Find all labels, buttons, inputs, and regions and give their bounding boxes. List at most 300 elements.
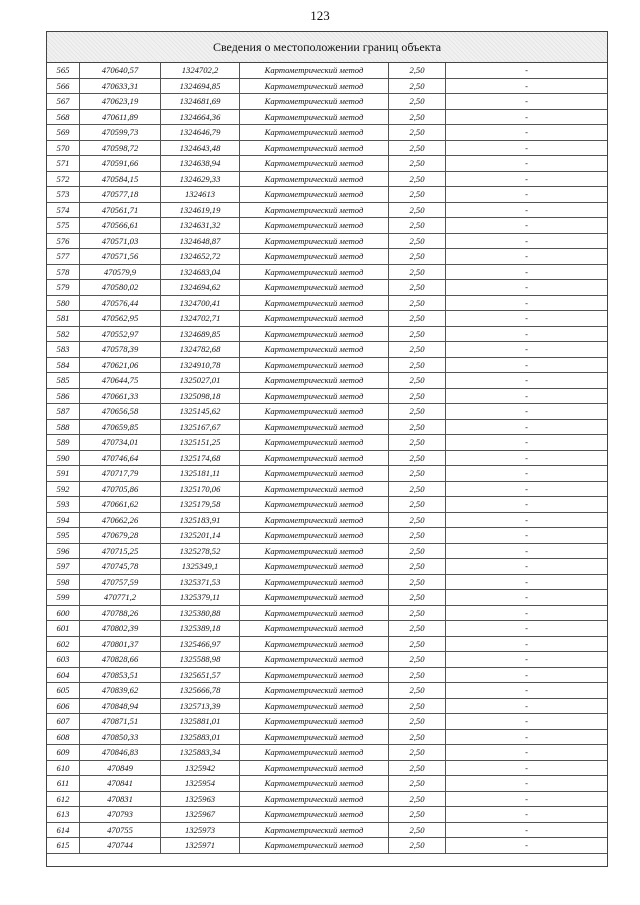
- point-number-cell: 609: [47, 745, 80, 761]
- description-cell: -: [446, 543, 608, 559]
- accuracy-cell: 2,50: [389, 419, 446, 435]
- point-number-cell: 594: [47, 512, 80, 528]
- method-cell: Картометрический метод: [240, 776, 389, 792]
- point-number-cell: 575: [47, 218, 80, 234]
- y-coordinate-cell: 1325379,11: [161, 590, 240, 606]
- point-number-cell: 572: [47, 171, 80, 187]
- x-coordinate-cell: 470659,85: [80, 419, 161, 435]
- y-coordinate-cell: 1325098,18: [161, 388, 240, 404]
- description-cell: -: [446, 171, 608, 187]
- point-number-cell: 607: [47, 714, 80, 730]
- table-row: [47, 636, 607, 652]
- table-row: [47, 543, 607, 559]
- method-cell: Картометрический метод: [240, 419, 389, 435]
- description-cell: -: [446, 264, 608, 280]
- description-cell: -: [446, 109, 608, 125]
- point-number-cell: 610: [47, 760, 80, 776]
- point-number-cell: 612: [47, 791, 80, 807]
- x-coordinate-cell: 470871,51: [80, 714, 161, 730]
- method-cell: Картометрический метод: [240, 202, 389, 218]
- accuracy-cell: 2,50: [389, 249, 446, 265]
- accuracy-cell: 2,50: [389, 512, 446, 528]
- description-cell: -: [446, 590, 608, 606]
- y-coordinate-cell: 1325954: [161, 776, 240, 792]
- y-coordinate-cell: 1325713,39: [161, 698, 240, 714]
- accuracy-cell: 2,50: [389, 822, 446, 838]
- y-coordinate-cell: 1325380,88: [161, 605, 240, 621]
- point-number-cell: 585: [47, 373, 80, 389]
- table-row: [47, 605, 607, 621]
- y-coordinate-cell: 1324664,36: [161, 109, 240, 125]
- x-coordinate-cell: 470566,61: [80, 218, 161, 234]
- method-cell: Картометрический метод: [240, 698, 389, 714]
- boundary-points-body: [47, 63, 607, 853]
- y-coordinate-cell: 1324702,2: [161, 63, 240, 78]
- table-row: [47, 326, 607, 342]
- accuracy-cell: 2,50: [389, 698, 446, 714]
- accuracy-cell: 2,50: [389, 714, 446, 730]
- method-cell: Картометрический метод: [240, 326, 389, 342]
- y-coordinate-cell: 1325278,52: [161, 543, 240, 559]
- table-row: [47, 187, 607, 203]
- x-coordinate-cell: 470745,78: [80, 559, 161, 575]
- y-coordinate-cell: 1325179,58: [161, 497, 240, 513]
- description-cell: -: [446, 636, 608, 652]
- x-coordinate-cell: 470591,66: [80, 156, 161, 172]
- table-row: [47, 264, 607, 280]
- y-coordinate-cell: 1325174,68: [161, 450, 240, 466]
- x-coordinate-cell: 470656,58: [80, 404, 161, 420]
- description-cell: -: [446, 187, 608, 203]
- x-coordinate-cell: 470584,15: [80, 171, 161, 187]
- point-number-cell: 602: [47, 636, 80, 652]
- y-coordinate-cell: 1325883,01: [161, 729, 240, 745]
- method-cell: Картометрический метод: [240, 497, 389, 513]
- point-number-cell: 571: [47, 156, 80, 172]
- x-coordinate-cell: 470755: [80, 822, 161, 838]
- table-row: [47, 63, 607, 78]
- method-cell: Картометрический метод: [240, 791, 389, 807]
- accuracy-cell: 2,50: [389, 171, 446, 187]
- table-row: [47, 497, 607, 513]
- x-coordinate-cell: 470734,01: [80, 435, 161, 451]
- x-coordinate-cell: 470853,51: [80, 667, 161, 683]
- boundary-points-table: [47, 63, 607, 854]
- accuracy-cell: 2,50: [389, 574, 446, 590]
- description-cell: -: [446, 125, 608, 141]
- description-cell: -: [446, 729, 608, 745]
- accuracy-cell: 2,50: [389, 233, 446, 249]
- point-number-cell: 589: [47, 435, 80, 451]
- y-coordinate-cell: 1324646,79: [161, 125, 240, 141]
- description-cell: -: [446, 249, 608, 265]
- accuracy-cell: 2,50: [389, 187, 446, 203]
- x-coordinate-cell: 470705,86: [80, 481, 161, 497]
- accuracy-cell: 2,50: [389, 621, 446, 637]
- x-coordinate-cell: 470662,26: [80, 512, 161, 528]
- x-coordinate-cell: 470571,56: [80, 249, 161, 265]
- accuracy-cell: 2,50: [389, 78, 446, 94]
- x-coordinate-cell: 470850,33: [80, 729, 161, 745]
- page-number: 123: [310, 8, 330, 23]
- x-coordinate-cell: 470831: [80, 791, 161, 807]
- y-coordinate-cell: 1324694,85: [161, 78, 240, 94]
- point-number-cell: 566: [47, 78, 80, 94]
- method-cell: Картометрический метод: [240, 388, 389, 404]
- table-row: [47, 249, 607, 265]
- table-row: [47, 404, 607, 420]
- x-coordinate-cell: 470828,66: [80, 652, 161, 668]
- y-coordinate-cell: 1325971: [161, 838, 240, 854]
- table-row: [47, 807, 607, 823]
- x-coordinate-cell: 470623,19: [80, 94, 161, 110]
- x-coordinate-cell: 470561,71: [80, 202, 161, 218]
- method-cell: Картометрический метод: [240, 218, 389, 234]
- description-cell: -: [446, 218, 608, 234]
- accuracy-cell: 2,50: [389, 791, 446, 807]
- table-row: [47, 528, 607, 544]
- x-coordinate-cell: 470598,72: [80, 140, 161, 156]
- table-row: [47, 683, 607, 699]
- description-cell: -: [446, 63, 608, 78]
- point-number-cell: 583: [47, 342, 80, 358]
- description-cell: -: [446, 574, 608, 590]
- method-cell: Картометрический метод: [240, 280, 389, 296]
- y-coordinate-cell: 1325883,34: [161, 745, 240, 761]
- y-coordinate-cell: 1324613: [161, 187, 240, 203]
- description-cell: -: [446, 78, 608, 94]
- y-coordinate-cell: 1325651,57: [161, 667, 240, 683]
- point-number-cell: 590: [47, 450, 80, 466]
- description-cell: -: [446, 776, 608, 792]
- accuracy-cell: 2,50: [389, 729, 446, 745]
- method-cell: Картометрический метод: [240, 109, 389, 125]
- method-cell: Картометрический метод: [240, 63, 389, 78]
- point-number-cell: 608: [47, 729, 80, 745]
- x-coordinate-cell: 470644,75: [80, 373, 161, 389]
- method-cell: Картометрический метод: [240, 295, 389, 311]
- table-row: [47, 729, 607, 745]
- point-number-cell: 568: [47, 109, 80, 125]
- description-cell: -: [446, 295, 608, 311]
- y-coordinate-cell: 1325151,25: [161, 435, 240, 451]
- accuracy-cell: 2,50: [389, 388, 446, 404]
- accuracy-cell: 2,50: [389, 125, 446, 141]
- y-coordinate-cell: 1325973: [161, 822, 240, 838]
- description-cell: -: [446, 807, 608, 823]
- table-row: [47, 698, 607, 714]
- x-coordinate-cell: 470621,06: [80, 357, 161, 373]
- method-cell: Картометрический метод: [240, 357, 389, 373]
- table-row: [47, 125, 607, 141]
- point-number-cell: 570: [47, 140, 80, 156]
- y-coordinate-cell: 1325371,53: [161, 574, 240, 590]
- point-number-cell: 598: [47, 574, 80, 590]
- accuracy-cell: 2,50: [389, 838, 446, 854]
- method-cell: Картометрический метод: [240, 714, 389, 730]
- point-number-cell: 588: [47, 419, 80, 435]
- point-number-cell: 581: [47, 311, 80, 327]
- description-cell: -: [446, 140, 608, 156]
- description-cell: -: [446, 698, 608, 714]
- point-number-cell: 604: [47, 667, 80, 683]
- point-number-cell: 614: [47, 822, 80, 838]
- x-coordinate-cell: 470661,33: [80, 388, 161, 404]
- method-cell: Картометрический метод: [240, 466, 389, 482]
- point-number-cell: 586: [47, 388, 80, 404]
- accuracy-cell: 2,50: [389, 559, 446, 575]
- table-row: [47, 140, 607, 156]
- method-cell: Картометрический метод: [240, 636, 389, 652]
- x-coordinate-cell: 470576,44: [80, 295, 161, 311]
- description-cell: -: [446, 559, 608, 575]
- point-number-cell: 579: [47, 280, 80, 296]
- description-cell: -: [446, 714, 608, 730]
- table-row: [47, 714, 607, 730]
- x-coordinate-cell: 470571,03: [80, 233, 161, 249]
- y-coordinate-cell: 1324683,04: [161, 264, 240, 280]
- method-cell: Картометрический метод: [240, 729, 389, 745]
- y-coordinate-cell: 1325389,18: [161, 621, 240, 637]
- x-coordinate-cell: 470717,79: [80, 466, 161, 482]
- point-number-cell: 574: [47, 202, 80, 218]
- accuracy-cell: 2,50: [389, 543, 446, 559]
- y-coordinate-cell: 1325963: [161, 791, 240, 807]
- table-row: [47, 171, 607, 187]
- method-cell: Картометрический метод: [240, 683, 389, 699]
- y-coordinate-cell: 1325881,01: [161, 714, 240, 730]
- accuracy-cell: 2,50: [389, 776, 446, 792]
- x-coordinate-cell: 470577,18: [80, 187, 161, 203]
- x-coordinate-cell: 470633,31: [80, 78, 161, 94]
- point-number-cell: 584: [47, 357, 80, 373]
- y-coordinate-cell: 1325942: [161, 760, 240, 776]
- point-number-cell: 587: [47, 404, 80, 420]
- method-cell: Картометрический метод: [240, 373, 389, 389]
- accuracy-cell: 2,50: [389, 497, 446, 513]
- point-number-cell: 615: [47, 838, 80, 854]
- point-number-cell: 580: [47, 295, 80, 311]
- table-row: [47, 202, 607, 218]
- table-row: [47, 590, 607, 606]
- point-number-cell: 611: [47, 776, 80, 792]
- y-coordinate-cell: 1324681,69: [161, 94, 240, 110]
- y-coordinate-cell: 1324619,19: [161, 202, 240, 218]
- point-number-cell: 578: [47, 264, 80, 280]
- boundary-table-frame: [46, 31, 608, 867]
- x-coordinate-cell: 470640,57: [80, 63, 161, 78]
- accuracy-cell: 2,50: [389, 605, 446, 621]
- accuracy-cell: 2,50: [389, 63, 446, 78]
- description-cell: -: [446, 481, 608, 497]
- method-cell: Картометрический метод: [240, 78, 389, 94]
- description-cell: -: [446, 512, 608, 528]
- description-cell: -: [446, 528, 608, 544]
- accuracy-cell: 2,50: [389, 218, 446, 234]
- point-number-cell: 582: [47, 326, 80, 342]
- description-cell: -: [446, 373, 608, 389]
- y-coordinate-cell: 1325145,62: [161, 404, 240, 420]
- y-coordinate-cell: 1325181,11: [161, 466, 240, 482]
- description-cell: -: [446, 419, 608, 435]
- y-coordinate-cell: 1325170,06: [161, 481, 240, 497]
- method-cell: Картометрический метод: [240, 249, 389, 265]
- accuracy-cell: 2,50: [389, 326, 446, 342]
- y-coordinate-cell: 1324629,33: [161, 171, 240, 187]
- point-number-cell: 569: [47, 125, 80, 141]
- accuracy-cell: 2,50: [389, 745, 446, 761]
- x-coordinate-cell: 470679,28: [80, 528, 161, 544]
- accuracy-cell: 2,50: [389, 357, 446, 373]
- accuracy-cell: 2,50: [389, 373, 446, 389]
- point-number-cell: 597: [47, 559, 80, 575]
- y-coordinate-cell: 1324631,32: [161, 218, 240, 234]
- method-cell: Картометрический метод: [240, 621, 389, 637]
- y-coordinate-cell: 1324910,78: [161, 357, 240, 373]
- x-coordinate-cell: 470757,59: [80, 574, 161, 590]
- table-row: [47, 838, 607, 854]
- x-coordinate-cell: 470611,89: [80, 109, 161, 125]
- x-coordinate-cell: 470793: [80, 807, 161, 823]
- point-number-cell: 573: [47, 187, 80, 203]
- point-number-cell: 576: [47, 233, 80, 249]
- y-coordinate-cell: 1324702,71: [161, 311, 240, 327]
- table-row: [47, 776, 607, 792]
- point-number-cell: 565: [47, 63, 80, 78]
- x-coordinate-cell: 470552,97: [80, 326, 161, 342]
- point-number-cell: 596: [47, 543, 80, 559]
- accuracy-cell: 2,50: [389, 481, 446, 497]
- method-cell: Картометрический метод: [240, 450, 389, 466]
- table-row: [47, 559, 607, 575]
- y-coordinate-cell: 1325167,67: [161, 419, 240, 435]
- y-coordinate-cell: 1324689,85: [161, 326, 240, 342]
- point-number-cell: 606: [47, 698, 80, 714]
- method-cell: Картометрический метод: [240, 590, 389, 606]
- description-cell: -: [446, 745, 608, 761]
- method-cell: Картометрический метод: [240, 807, 389, 823]
- method-cell: Картометрический метод: [240, 264, 389, 280]
- description-cell: -: [446, 683, 608, 699]
- method-cell: Картометрический метод: [240, 667, 389, 683]
- x-coordinate-cell: 470744: [80, 838, 161, 854]
- x-coordinate-cell: 470846,83: [80, 745, 161, 761]
- description-cell: -: [446, 791, 608, 807]
- y-coordinate-cell: 1325967: [161, 807, 240, 823]
- y-coordinate-cell: 1324700,41: [161, 295, 240, 311]
- table-row: [47, 791, 607, 807]
- description-cell: -: [446, 652, 608, 668]
- method-cell: Картометрический метод: [240, 652, 389, 668]
- point-number-cell: 595: [47, 528, 80, 544]
- method-cell: Картометрический метод: [240, 404, 389, 420]
- point-number-cell: 567: [47, 94, 80, 110]
- table-row: [47, 295, 607, 311]
- x-coordinate-cell: 470715,25: [80, 543, 161, 559]
- point-number-cell: 603: [47, 652, 80, 668]
- table-row: [47, 760, 607, 776]
- method-cell: Картометрический метод: [240, 512, 389, 528]
- description-cell: -: [446, 450, 608, 466]
- y-coordinate-cell: 1325201,14: [161, 528, 240, 544]
- method-cell: Картометрический метод: [240, 838, 389, 854]
- accuracy-cell: 2,50: [389, 404, 446, 420]
- method-cell: Картометрический метод: [240, 140, 389, 156]
- y-coordinate-cell: 1324648,87: [161, 233, 240, 249]
- y-coordinate-cell: 1325027,01: [161, 373, 240, 389]
- table-row: [47, 233, 607, 249]
- x-coordinate-cell: 470580,02: [80, 280, 161, 296]
- method-cell: Картометрический метод: [240, 94, 389, 110]
- table-row: [47, 822, 607, 838]
- y-coordinate-cell: 1325588,98: [161, 652, 240, 668]
- method-cell: Картометрический метод: [240, 543, 389, 559]
- accuracy-cell: 2,50: [389, 109, 446, 125]
- x-coordinate-cell: 470839,62: [80, 683, 161, 699]
- method-cell: Картометрический метод: [240, 125, 389, 141]
- table-row: [47, 156, 607, 172]
- x-coordinate-cell: 470841: [80, 776, 161, 792]
- table-row: [47, 311, 607, 327]
- x-coordinate-cell: 470849: [80, 760, 161, 776]
- section-header: [47, 32, 607, 63]
- y-coordinate-cell: 1324643,48: [161, 140, 240, 156]
- y-coordinate-cell: 1324782,68: [161, 342, 240, 358]
- accuracy-cell: 2,50: [389, 311, 446, 327]
- y-coordinate-cell: 1324638,94: [161, 156, 240, 172]
- description-cell: -: [446, 497, 608, 513]
- accuracy-cell: 2,50: [389, 94, 446, 110]
- description-cell: -: [446, 156, 608, 172]
- table-row: [47, 450, 607, 466]
- x-coordinate-cell: 470771,2: [80, 590, 161, 606]
- description-cell: -: [446, 342, 608, 358]
- point-number-cell: 593: [47, 497, 80, 513]
- method-cell: Картометрический метод: [240, 559, 389, 575]
- accuracy-cell: 2,50: [389, 807, 446, 823]
- x-coordinate-cell: 470802,39: [80, 621, 161, 637]
- method-cell: Картометрический метод: [240, 156, 389, 172]
- point-number-cell: 605: [47, 683, 80, 699]
- description-cell: -: [446, 280, 608, 296]
- accuracy-cell: 2,50: [389, 450, 446, 466]
- point-number-cell: 600: [47, 605, 80, 621]
- x-coordinate-cell: 470562,95: [80, 311, 161, 327]
- table-row: [47, 667, 607, 683]
- method-cell: Картометрический метод: [240, 435, 389, 451]
- table-row: [47, 574, 607, 590]
- description-cell: -: [446, 760, 608, 776]
- table-row: [47, 466, 607, 482]
- method-cell: Картометрический метод: [240, 822, 389, 838]
- accuracy-cell: 2,50: [389, 295, 446, 311]
- point-number-cell: 591: [47, 466, 80, 482]
- description-cell: -: [446, 667, 608, 683]
- method-cell: Картометрический метод: [240, 481, 389, 497]
- accuracy-cell: 2,50: [389, 683, 446, 699]
- accuracy-cell: 2,50: [389, 760, 446, 776]
- y-coordinate-cell: 1325466,97: [161, 636, 240, 652]
- description-cell: -: [446, 404, 608, 420]
- description-cell: -: [446, 466, 608, 482]
- method-cell: Картометрический метод: [240, 233, 389, 249]
- table-row: [47, 357, 607, 373]
- accuracy-cell: 2,50: [389, 667, 446, 683]
- description-cell: -: [446, 94, 608, 110]
- point-number-cell: 592: [47, 481, 80, 497]
- table-row: [47, 78, 607, 94]
- method-cell: Картометрический метод: [240, 605, 389, 621]
